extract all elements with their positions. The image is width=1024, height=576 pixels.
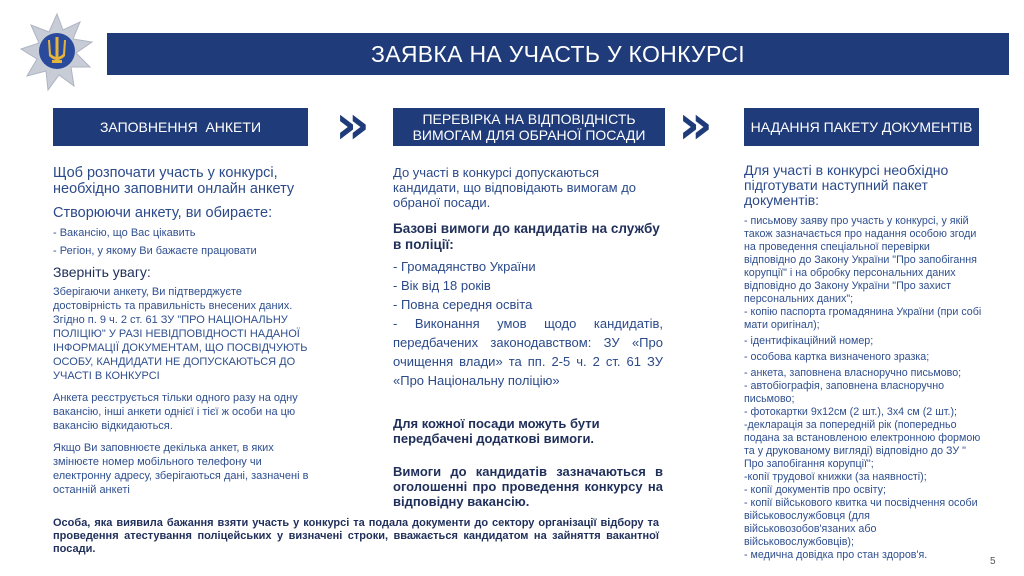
list-item: - ідентифікаційний номер; — [744, 335, 874, 347]
page-number: 5 — [990, 556, 996, 567]
col1-choices-list — [53, 226, 311, 258]
step-1-label: ЗАПОВНЕННЯ АНКЕТИ — [99, 119, 262, 135]
col2-requirements-list — [393, 257, 663, 390]
list-item: - Вік від 18 років — [393, 278, 491, 293]
step-2-header — [393, 108, 665, 146]
list-item: - особова картка визначеного зразка; — [744, 351, 930, 363]
list-item: -копії трудової книжки (за наявності); — [744, 471, 927, 483]
step-2-label: ПЕРЕВІРКА НА ВІДПОВІДНІСТЬ ВИМОГАМ ДЛЯ ОБРАНОЇ ПОСАДИ — [412, 111, 646, 143]
double-chevron-right-icon: » — [335, 93, 370, 156]
list-item: - анкета, заповнена власноручно письмово; — [744, 367, 962, 379]
list-item: - Виконання умов щодо кандидатів, передбачених законодавством: ЗУ «Про очищення влади» та пп. 2-5 ч. 2 ст. 61 ЗУ «Про Національну поліцію» — [393, 316, 663, 388]
list-item: - копії документів про освіту; — [744, 484, 886, 496]
police-emblem-logo — [18, 12, 96, 92]
col2-intro: До участі в конкурсі допускаються кандидати, що відповідають вимогам до обраної посади. — [393, 165, 637, 210]
col1-intro: Щоб розпочати участь у конкурсі, необхідно заповнити онлайн анкету — [53, 165, 295, 197]
list-item: - фотокартки 9х12см (2 шт.), 3х4 см (2 шт.); — [744, 406, 957, 418]
page-title-bar — [107, 33, 1009, 75]
step-3-header — [744, 108, 979, 146]
col3-documents-list — [744, 215, 984, 562]
col2-announce-note: Вимоги до кандидатів зазначаються в оголошенні про проведення конкурсу на відповідну вакансію. — [393, 464, 663, 509]
col1-once-text: Анкета реєструється тільки одного разу на одну вакансію, інші анкети однієї і тієї ж особи на цю вакансію відкидаються. — [53, 392, 298, 432]
step-1-header — [53, 108, 308, 146]
list-item: - копії військового квитка чи посвідчення особи військовослужбовця (для військовозобов'язаних або військовослужбовців); — [744, 497, 978, 548]
list-item: - Громадянство України — [393, 259, 536, 274]
column-documents — [744, 163, 984, 562]
page-title: ЗАЯВКА НА УЧАСТЬ У КОНКУРСІ — [371, 40, 745, 67]
col1-attention-text: Зберігаючи анкету, Ви підтверджуєте достовірність та правильність внесених даних. Згідно п. 9 ч. 2 ст. 61 ЗУ "ПРО НАЦІОНАЛЬНУ ПОЛІЦІЮ" У РАЗІ НЕВІДПОВІДНОСТІ НАДАНОЇ ІНФОРМАЦІЇ ДОКУМЕНТАМ, ЩО ПОСВІДЧУЮТЬ ОСОБУ, КАНДИДАТИ НЕ ДОПУСКАЮТЬСЯ ДО УЧАСТІ В КОНКУРСІ — [53, 286, 308, 382]
column-requirements — [393, 165, 663, 509]
list-item: - медична довідка про стан здоров'я. — [744, 549, 928, 561]
col3-intro: Для участі в конкурсі необхідно підготувати наступний пакет документів: — [744, 162, 949, 208]
double-chevron-right-icon: » — [678, 93, 713, 156]
col1-choose-heading: Створюючи анкету, ви обираєте: — [53, 205, 273, 221]
list-item: - Повна середня освіта — [393, 297, 533, 312]
step-3-label: НАДАННЯ ПАКЕТУ ДОКУМЕНТІВ — [750, 119, 973, 135]
col1-attention-heading: Зверніть увагу: — [53, 264, 151, 280]
col2-extra-note: Для кожної посади можуть бути передбачені додаткові вимоги. — [393, 416, 600, 446]
list-item: - копію паспорта громадянина України (при собі мати оригінал); — [744, 306, 982, 331]
column-fill-form — [53, 165, 311, 497]
list-item: - письмову заяву про участь у конкурсі, у якій також зазначається про надання особою згоди на проведення спеціальної перевірки відповідно до Закону України "Про запобігання корупції" і на обробку персональних даних відповідно до Закону України "Про захист персональних даних"; — [744, 215, 977, 305]
col2-base-heading: Базові вимоги до кандидатів на службу в поліції: — [393, 221, 660, 252]
list-item: - Вакансію, що Вас цікавить — [53, 227, 196, 239]
footer-note: Особа, яка виявила бажання взяти участь у конкурсі та подала документи до сектору організації відбору та проведення атестування поліцейських у визначені строки, вважається кандидатом на зайняття вакантної посади. — [53, 517, 659, 555]
list-item: -декларація за попередній рік (попередньо подана за встановленою електронною формою та у друкованому вигляді) відповідно до ЗУ " Про запобігання корупції"; — [744, 419, 981, 470]
list-item: - автобіографія, заповнена власноручно письмово; — [744, 380, 945, 405]
list-item: - Регіон, у якому Ви бажаєте працювати — [53, 245, 257, 257]
col1-multi-text: Якщо Ви заповнюєте декілька анкет, в яких змінюєте номер мобільного телефону чи електронну адресу, зберігаються дані, зазначені в останній анкеті — [53, 442, 309, 496]
